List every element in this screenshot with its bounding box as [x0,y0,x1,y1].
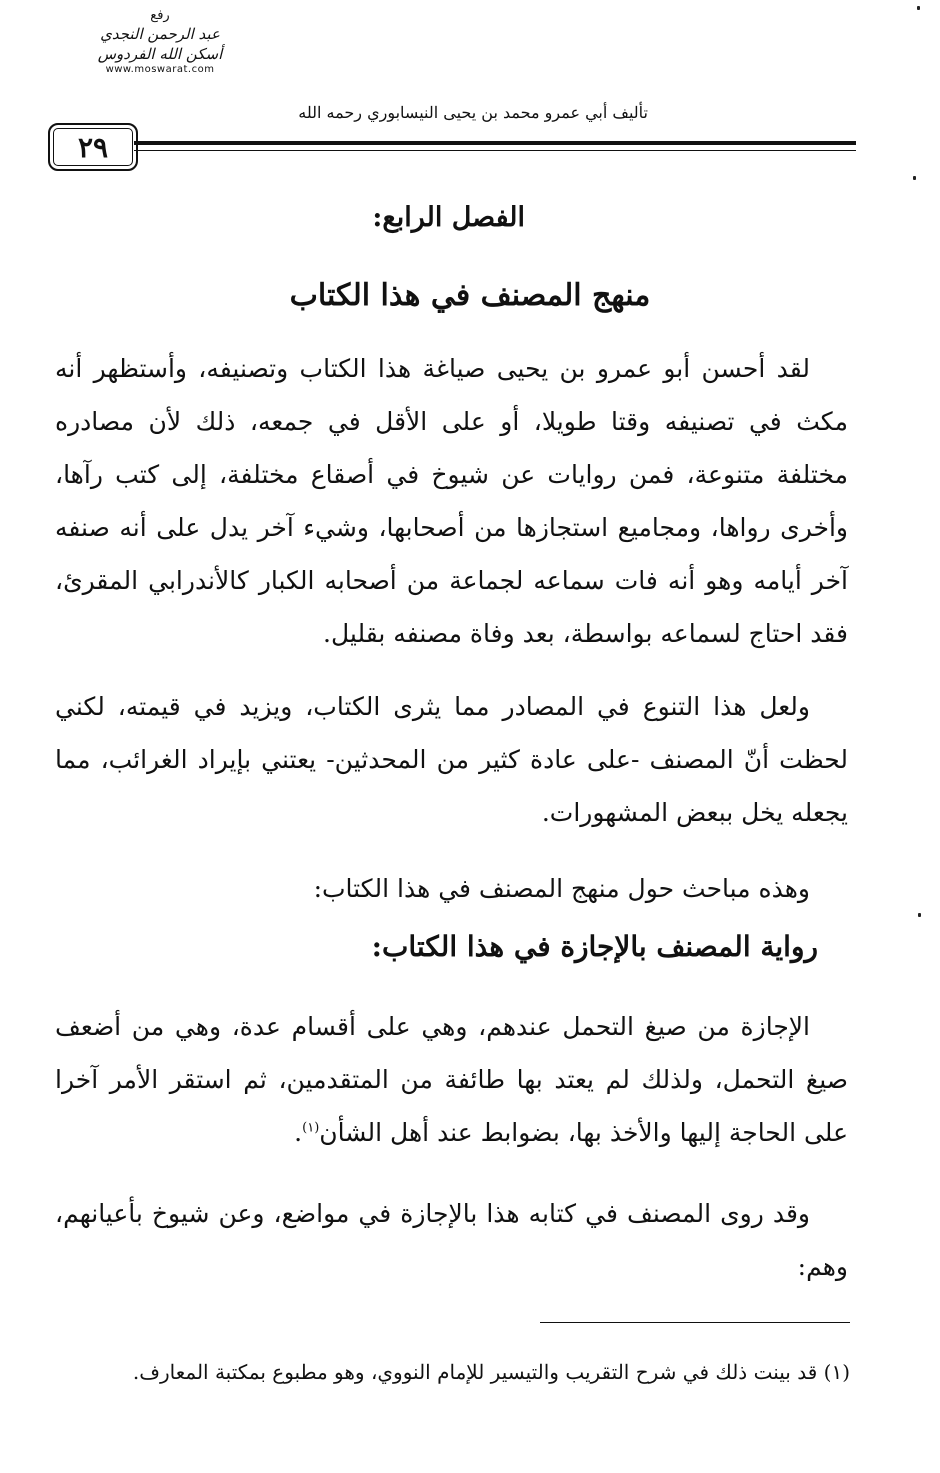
scan-speck [917,6,920,10]
footnote: (١) قد بينت ذلك في شرح التقريب والتيسير للإمام النووي، وهو مطبوع بمكتبة المعارف. [132,1360,850,1384]
paragraph-2: ولعل هذا التنوع في المصادر مما يثرى الكتاب، ويزيد في قيمته، لكني لحظت أنّ المصنف -على عادة كثير من المحدثين- يعتني بإيراد الغرائب، مما يجعله يخل ببعض المشهورات. [55,692,848,827]
stamp-url: www.moswarat.com [105,64,215,75]
stamp-line-2: عبد الرحمن النجدي [100,25,220,43]
paragraph-5: وقد روى المصنف في كتابه هذا بالإجازة في مواضع، وعن شيوخ بأعيانهم، وهم: [55,1199,848,1281]
chapter-label: الفصل الرابع: [372,202,525,233]
library-stamp [55,8,265,100]
footnote-rule [540,1322,850,1323]
paragraph-4-end: . [294,1118,303,1147]
header-rule-thin [134,150,856,151]
paragraph-3: وهذه مباحث حول منهج المصنف في هذا الكتاب: [313,874,810,903]
chapter-title: منهج المصنف في هذا الكتاب [289,278,651,313]
stamp-line-3: أسكن الله الفردوس [97,45,223,63]
paragraph-4 [55,1000,848,1159]
paragraph-1: لقد أحسن أبو عمرو بن يحيى صياغة هذا الكتاب وتصنيفه، وأستظهر أنه مكث في تصنيفه وقتا طويلا، أو على الأقل في جمعه، ذلك لأن مصادره مختلفة متنوعة، فمن روايات عن شيوخ في أصقاع مختلفة، إلى كتب رآها، وأخرى رواها، ومجاميع استجازها من أصحابها، وشيء آخر يدل على أنه صنفه آخر أيامه وهو أنه فات سماعه لجماعة من أصحابه الكبار كالأندرابي المقرئ، فقد احتاج لسماعه بواسطة، بعد وفاة مصنفه بقليل. [55,354,848,648]
paragraph-4-text: الإجازة من صيغ التحمل عندهم، وهي على أقسام عدة، وهي من أضعف صيغ التحمل، ولذلك لم يعتد بها طائفة من المتقدمين، ثم استقر الأمر آخرا على الحاجة إليها والأخذ بها، بضوابط عند أهل الشأن [55,1012,848,1147]
footnote-reference: (١) [302,1120,320,1136]
section-heading: رواية المصنف بالإجازة في هذا الكتاب: [371,930,818,963]
header-rule [134,141,856,145]
scan-speck [918,913,921,917]
page-number: ٢٩ [48,123,138,171]
scan-speck [913,176,916,180]
stamp-line-1: رفع [150,8,170,23]
running-header: تأليف أبي عمرو محمد بن يحيى النيسابوري رحمه الله [298,103,648,122]
